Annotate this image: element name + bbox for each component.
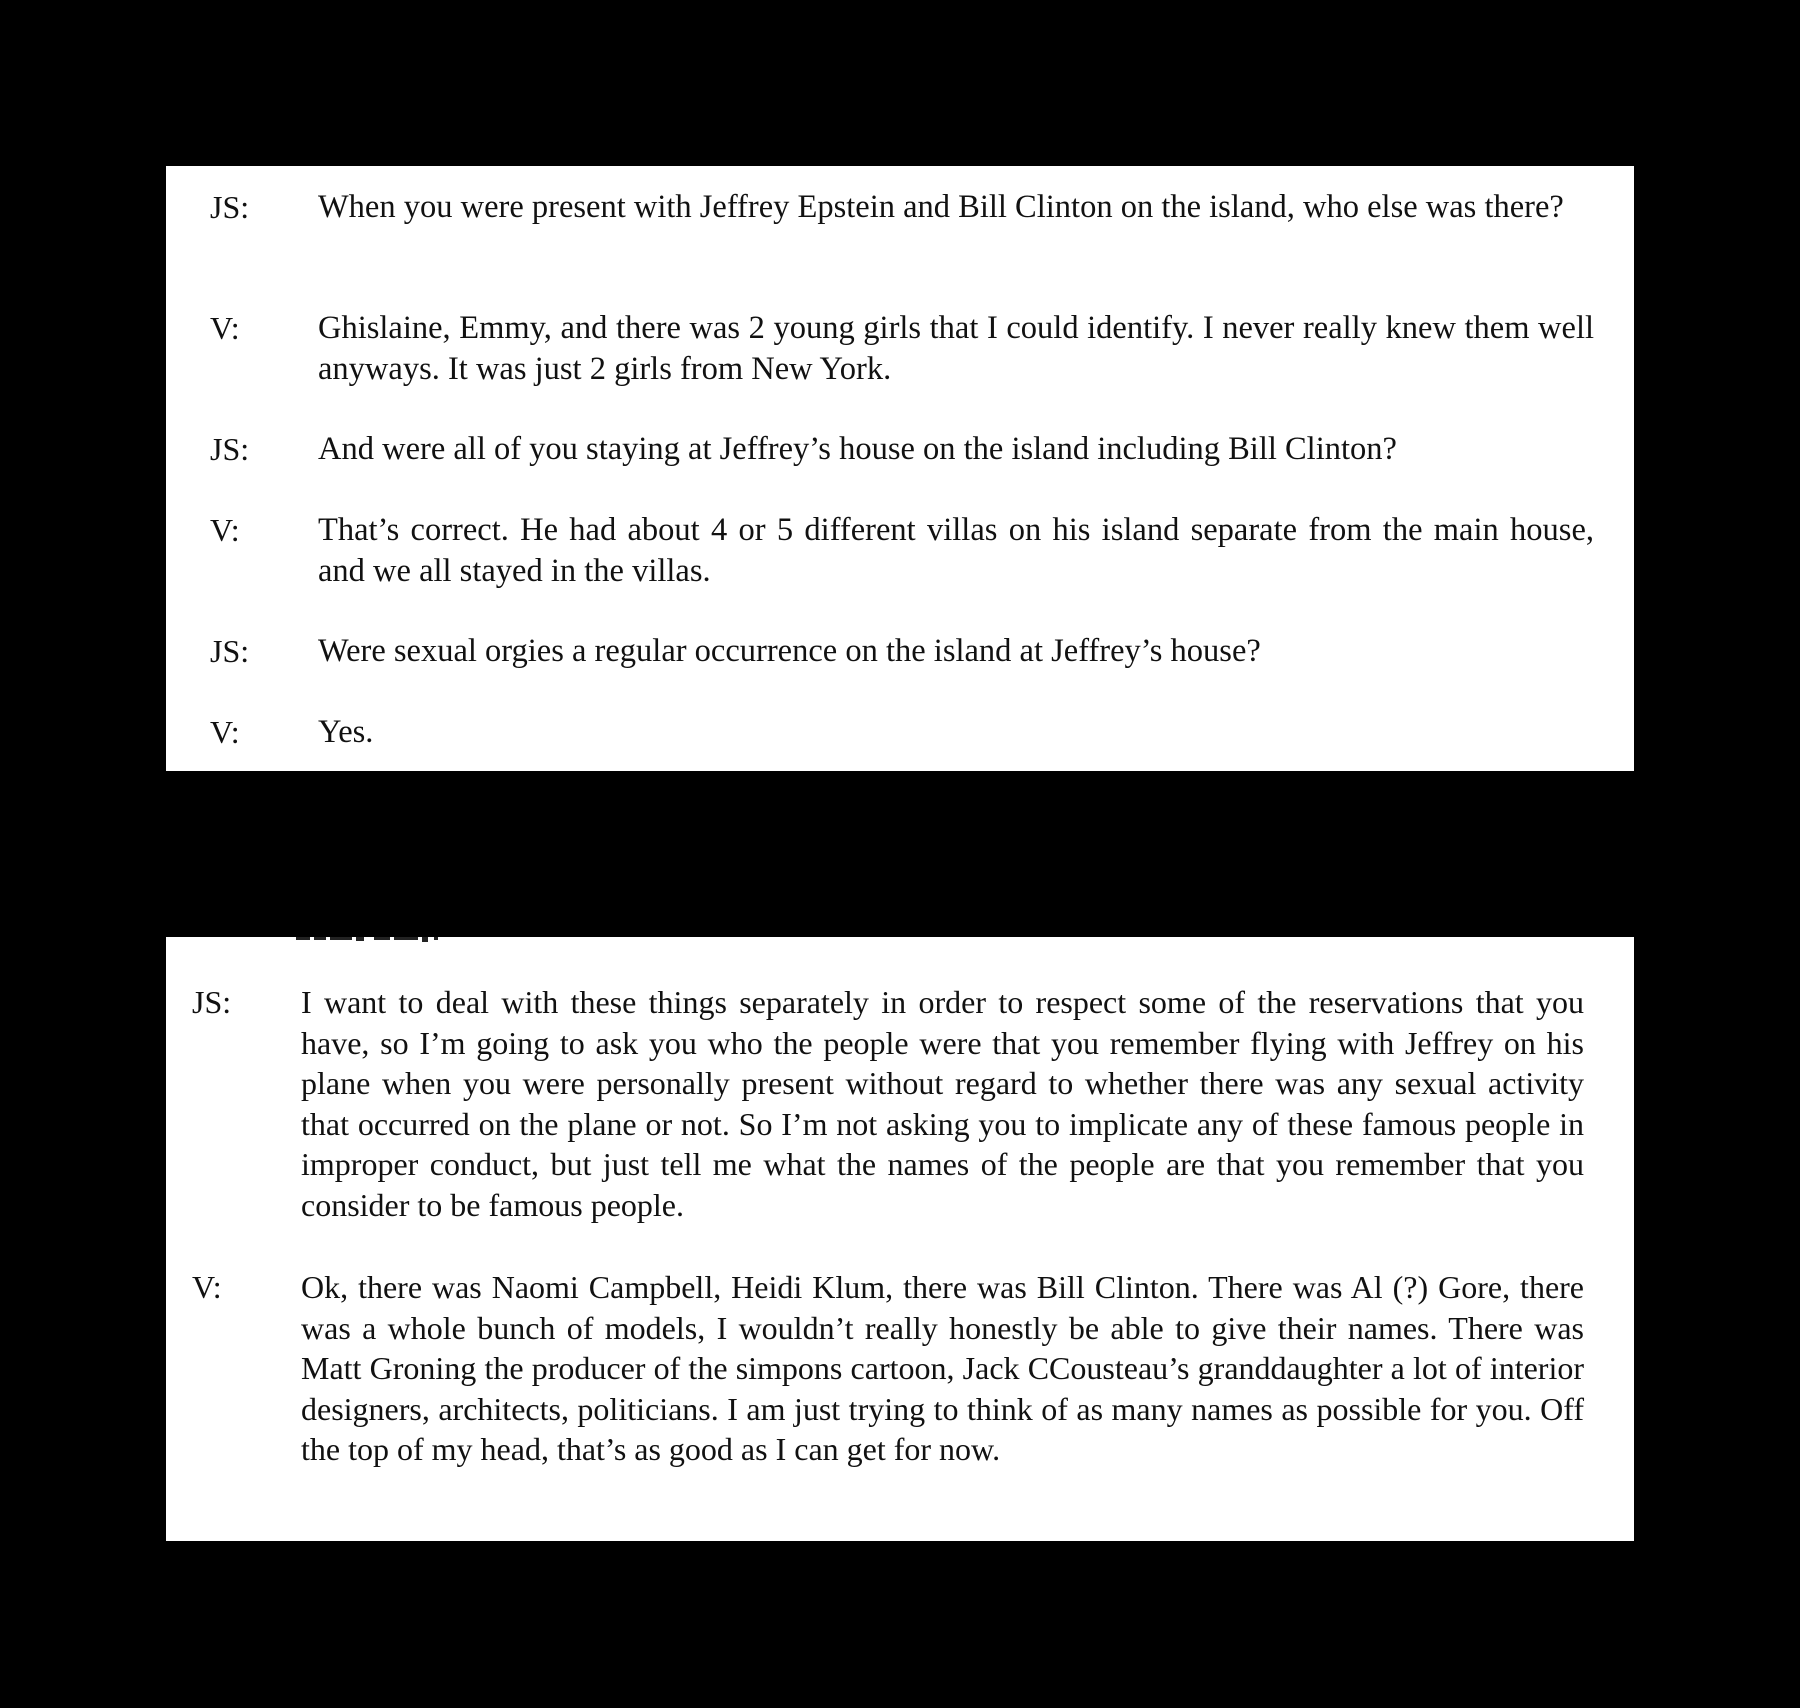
- transcript-excerpt-top: [166, 166, 1634, 771]
- speaker-label: V:: [210, 310, 240, 346]
- speaker-label: V:: [210, 714, 240, 750]
- entry-text: Were sexual orgies a regular occurrence on the island at Jeffrey’s house?: [318, 633, 1261, 669]
- entry-text: Ghislaine, Emmy, and there was 2 young girls that I could identify. I never really knew them well anyways. It was just 2 girls from New York.: [318, 310, 1594, 387]
- speaker-label: V:: [210, 512, 240, 548]
- entry-text: That’s correct. He had about 4 or 5 different villas on his island separate from the main house, and we all stayed in the villas.: [318, 512, 1594, 589]
- entry-text: When you were present with Jeffrey Epstein and Bill Clinton on the island, who else was there?: [318, 189, 1564, 225]
- speaker-label: JS:: [210, 189, 250, 225]
- entry-text: Yes.: [318, 714, 374, 750]
- entry-text: And were all of you staying at Jeffrey’s house on the island including Bill Clinton?: [318, 431, 1397, 467]
- entry-text: I want to deal with these things separately in order to respect some of the reservations that you have, so I’m going to ask you who the people were that you remember flying with Jeffrey on his plane when you were personally present without regard to whether there was any sexual activity that occurred on the plane or not. So I’m not asking you to implicate any of these famous people in improper conduct, but just tell me what the names of the people are that you remember that you consider to be famous people.: [301, 984, 1584, 1223]
- speaker-label: JS:: [192, 984, 232, 1020]
- entry-text: Ok, there was Naomi Campbell, Heidi Klum, there was Bill Clinton. There was Al (?) Gore, there was a whole bunch of models, I wouldn’t really honestly be able to give their names. There was Matt Groning the producer of the simpons cartoon, Jack CCousteau’s granddaughter a lot of interior designers, architects, politicians. I am just trying to think of as many names as possible for you. Off the top of my head, that’s as good as I can get for now.: [301, 1269, 1584, 1467]
- speaker-label: V:: [192, 1269, 222, 1305]
- transcript-excerpt-bottom: [166, 937, 1634, 1541]
- cropped-text-fragment: [296, 937, 496, 943]
- speaker-label: JS:: [210, 431, 250, 467]
- speaker-label: JS:: [210, 633, 250, 669]
